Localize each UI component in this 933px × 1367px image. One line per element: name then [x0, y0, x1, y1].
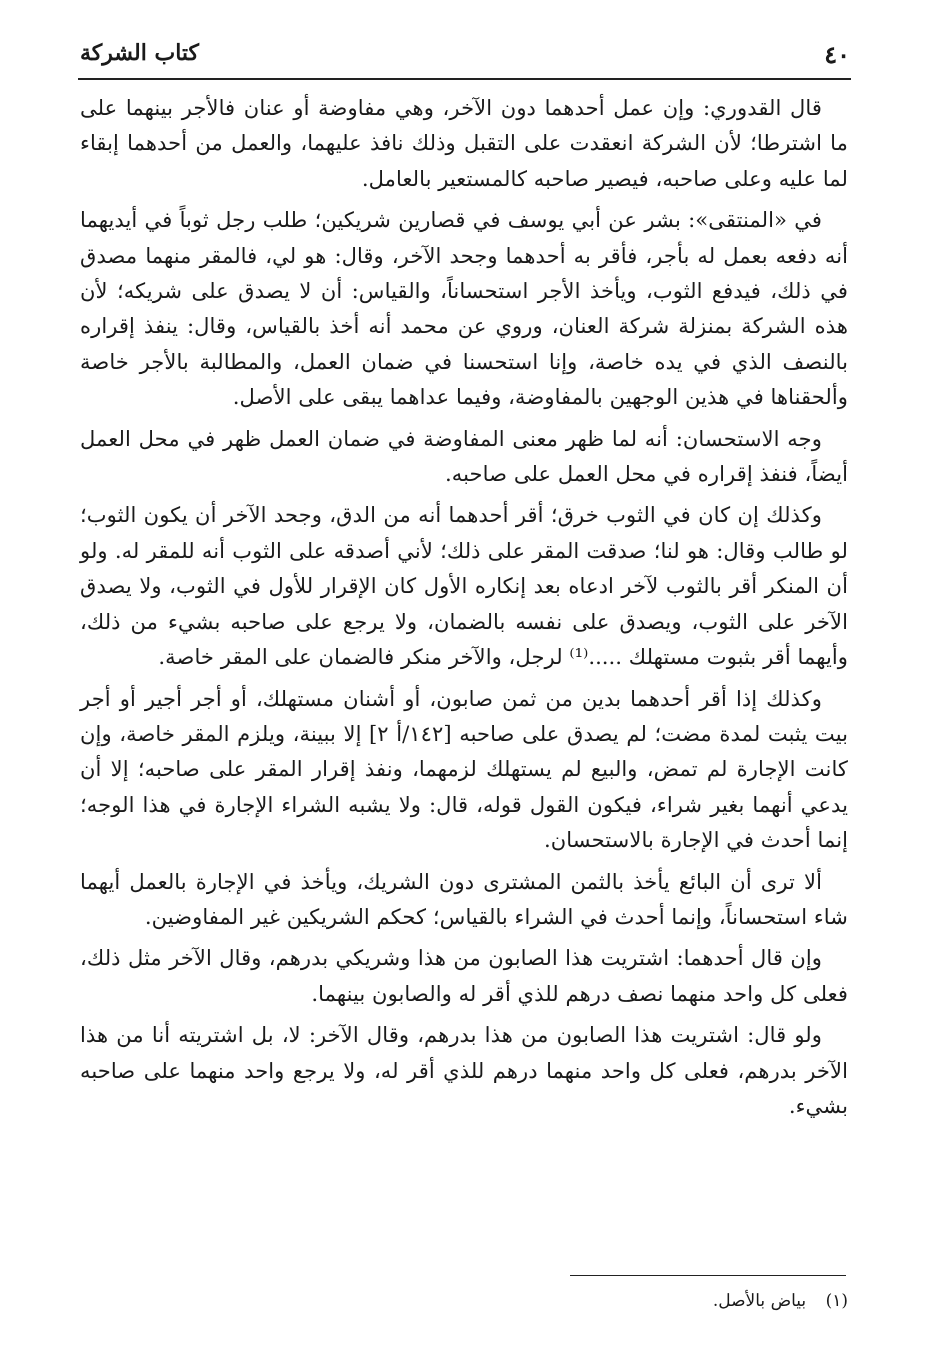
header-rule — [78, 78, 851, 80]
running-title: كتاب الشركة — [80, 40, 200, 66]
paragraph-3: وجه الاستحسان: أنه لما ظهر معنى المفاوضة في ضمان العمل ظهر في محل العمل أيضاً، فنفذ إقراره في محل العمل على صاحبه. — [80, 425, 848, 487]
paragraph-5: وكذلك إذا أقر أحدهما بدين من ثمن صابون، أو أشنان مستهلك، أو أجر أجير أو أجر بيت يثبت لمدة مضت؛ لم يصدق على صاحبه [١٤٢/أ ٢] إلا ببينة، ويلزم المقر خاصة، وإن كانت الإجارة لم تمض، والبيع لم يستهلك لزمهما، ونفذ إقرار المقر على صاحبه؛ إلا أن يدعي أنهما بغير شراء، فيكون القول قوله، قال: ولا يشبه الشراء الإجارة في هذا الوجه؛ إنما أحدث في الإجارة بالاستحسان. — [80, 685, 848, 853]
footnote-rule — [570, 1275, 846, 1276]
footnote-number: (١) — [825, 1291, 848, 1311]
page-number: ٤٠ — [824, 40, 850, 69]
paragraph-7: وإن قال أحدهما: اشتريت هذا الصابون من هذا وشريكي بدرهم، وقال الآخر مثل ذلك، فعلى كل واحد منهما نصف درهم للذي أقر له والصابون بينهما. — [80, 945, 848, 1006]
footnote-text: بياض بالأصل. — [712, 1291, 807, 1311]
paragraph-8: ولو قال: اشتريت هذا الصابون من هذا بدرهم، وقال الآخر: لا، بل اشتريته أنا من هذا الآخر بدرهم، فعلى كل واحد منهما درهم للذي أقر له، ولا يرجع واحد منهما على صاحبه بشيء. — [80, 1022, 848, 1118]
paragraph-4: وكذلك إن كان في الثوب خرق؛ أقر أحدهما أنه من الدق، وجحد الآخر أن يكون الثوب؛ لو طالب وقال: هو لنا؛ صدقت المقر على ذلك؛ لأني أصدقه على الثوب أنه للمقر له. ولو أن المنكر أقر بالثوب لآخر ادعاه بعد إنكاره الأول كان الإقرار للأول في الثوب، ولا يصدق الآخر على الثوب، ويصدق على نفسه بالضمان، ولا يرجع على صاحبه بشيء من ذلك، وأيهما أقر بثبوت مستهلك .....⁽¹⁾ لرجل، والآخر منكر فالضمان على المقر خاصة. — [80, 502, 848, 670]
paragraph-1: قال القدوري: وإن عمل أحدهما دون الآخر، وهي مفاوضة أو عنان فالأجر بينهما على ما اشترطا؛ لأن الشركة انعقدت على التقبل وذلك نافذ عليهما، والعمل من أحدهما إبقاء لما عليه وعلى صاحبه، فيصير صاحبه كالمستعير بالعامل. — [80, 95, 848, 191]
paragraph-6: ألا ترى أن البائع يأخذ بالثمن المشترى دون الشريك، ويأخذ في الإجارة بالعمل أيهما شاء استحساناً، وإنما أحدث في الشراء بالقياس؛ كحكم الشريكين غير المفاوضين. — [80, 868, 848, 929]
page-header — [80, 38, 850, 78]
body-text — [80, 90, 848, 1129]
paragraph-2: في «المنتقى»: بشر عن أبي يوسف في قصارين شريكين؛ طلب رجل ثوباً في أيديهما أنه دفعه بعمل له بأجر، فأقر به أحدهما وجحد الآخر، وقال: هو لي، فالمقر منهما مصدق في ذلك، فيدفع الثوب، ويأخذ الأجر استحساناً، والقياس: أن لا يصدق على شريكه؛ لأن هذه الشركة بمنزلة شركة العنان، وروي عن محمد أنه أخذ بالقياس، وقال: ينفذ إقراره بالنصف الذي في يده خاصة، وإنا استحسنا في ضمان العمل، والمطالبة بالأجر خاصة وألحقناها في هذين الوجهين بالمفاوضة، وفيما عداهما يبقى على الأصل. — [80, 207, 848, 410]
footnote — [713, 1291, 848, 1311]
